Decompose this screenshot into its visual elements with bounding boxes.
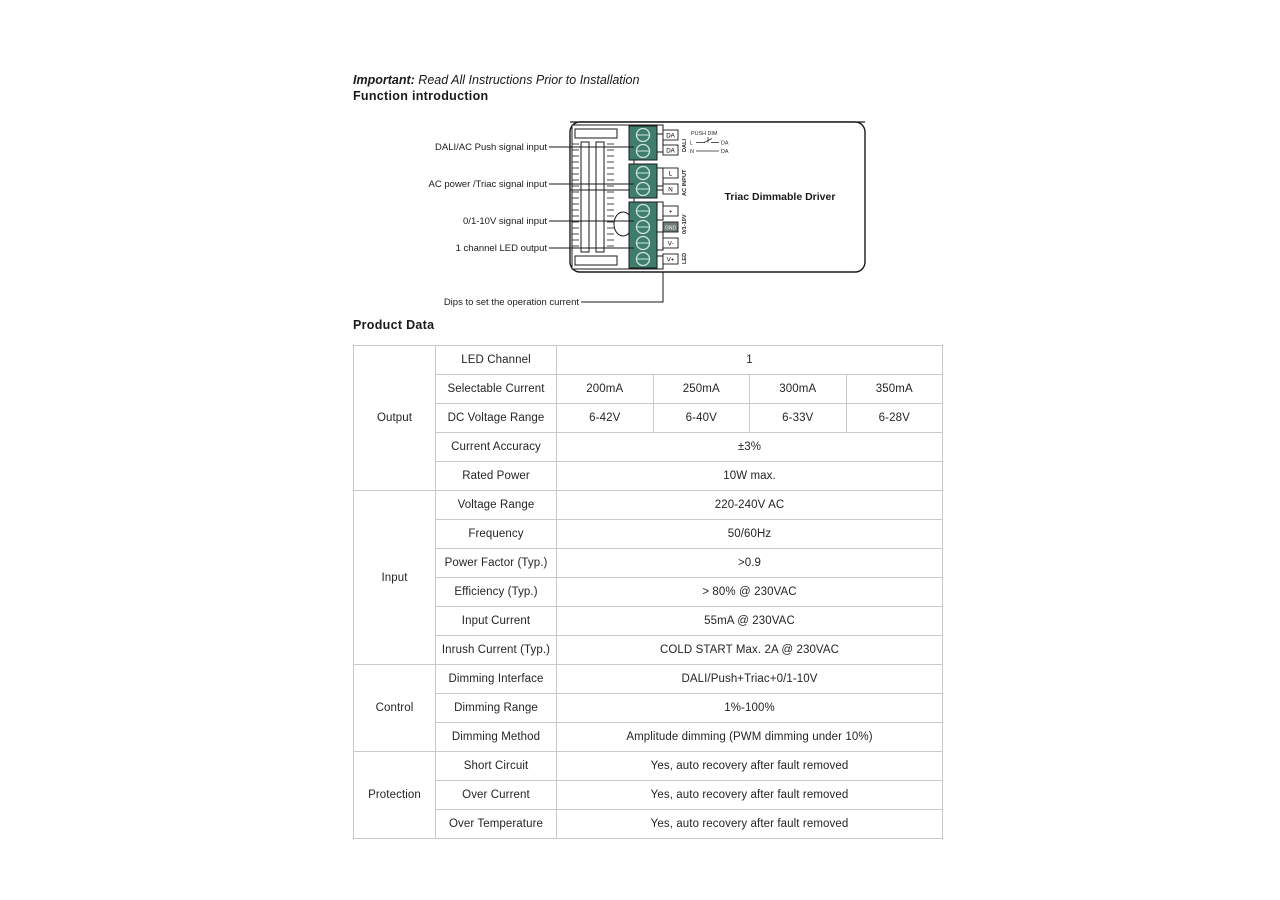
value-input-current: 55mA @ 230VAC [557,607,943,636]
table-row [354,607,943,636]
pin-label-da-2 [663,145,678,155]
pin-label-l [663,168,678,178]
table-row [354,694,943,723]
pin-label-da-1 [663,130,678,140]
function-introduction-heading: Function introduction [353,89,489,103]
param-current-accuracy: Current Accuracy [436,433,557,462]
table-row [354,781,943,810]
pin-label-vminus [663,238,678,248]
driver-diagram-svg [353,112,913,312]
value-over-current: Yes, auto recovery after fault removed [557,781,943,810]
group-label-led: LED [682,252,688,264]
value-selectable-current-2: 250mA [653,375,750,404]
table-row [354,375,943,404]
product-data-table [353,345,943,839]
table-row [354,433,943,462]
param-dimming-range: Dimming Range [436,694,557,723]
callout-label-ac-triac: AC power /Triac signal input [428,179,547,190]
value-short-circuit: Yes, auto recovery after fault removed [557,752,943,781]
param-frequency: Frequency [436,520,557,549]
value-frequency: 50/60Hz [557,520,943,549]
value-selectable-current-3: 300mA [750,375,847,404]
important-label: Important: [353,73,415,87]
table-row [354,462,943,491]
driver-diagram [353,112,913,312]
callout-label-led-output: 1 channel LED output [455,243,547,254]
group-label-0-1-10v: 0/1-10V [682,214,688,234]
param-selectable-current: Selectable Current [436,375,557,404]
value-selectable-current-4: 350mA [846,375,943,404]
param-over-current: Over Current [436,781,557,810]
table-row [354,636,943,665]
table-row [354,752,943,781]
pin-text: DA [666,147,675,155]
pin-text: N [668,186,673,194]
value-over-temperature: Yes, auto recovery after fault removed [557,810,943,839]
terminal-block-dali [629,126,657,160]
value-selectable-current-1: 200mA [557,375,654,404]
product-data-heading: Product Data [353,318,435,332]
group-label-control: Control [354,665,436,752]
param-dimming-interface: Dimming Interface [436,665,557,694]
value-dimming-method: Amplitude dimming (PWM dimming under 10%) [557,723,943,752]
push-dim-title: PUSH DIM [691,131,718,137]
push-dim-da-2: DA [721,149,729,155]
group-label-dali: DALI [682,138,688,152]
param-over-temperature: Over Temperature [436,810,557,839]
table-row [354,810,943,839]
pin-label-vplus [663,254,678,264]
device-title: Triac Dimmable Driver [724,191,836,203]
param-power-factor: Power Factor (Typ.) [436,549,557,578]
param-dc-voltage-range: DC Voltage Range [436,404,557,433]
table-row [354,665,943,694]
group-label-ac-input: AC INPUT [682,169,688,196]
group-label-input: Input [354,491,436,665]
pin-text: GND [664,225,677,232]
param-inrush-current: Inrush Current (Typ.) [436,636,557,665]
value-voltage-range: 220-240V AC [557,491,943,520]
value-rated-power: 10W max. [557,462,943,491]
value-dc-voltage-range-1: 6-42V [557,404,654,433]
value-inrush-current: COLD START Max. 2A @ 230VAC [557,636,943,665]
pin-label-n [663,184,678,194]
pin-label-gnd [663,222,678,232]
table-row [354,346,943,375]
important-text: Read All Instructions Prior to Installation [414,73,640,87]
push-dim-da-1: DA [721,140,729,147]
value-dimming-interface: DALI/Push+Triac+0/1-10V [557,665,943,694]
param-input-current: Input Current [436,607,557,636]
table-row [354,404,943,433]
value-current-accuracy: ±3% [557,433,943,462]
table-row [354,549,943,578]
param-short-circuit: Short Circuit [436,752,557,781]
group-label-output: Output [354,346,436,491]
value-led-channel: 1 [557,346,943,375]
terminal-block-ac [629,164,657,198]
terminal-block-led [629,202,657,268]
document-header [353,72,873,105]
value-dc-voltage-range-4: 6-28V [846,404,943,433]
value-dimming-range: 1%-100% [557,694,943,723]
pin-label-plus [663,206,678,216]
pin-text: V- [667,240,674,248]
push-dim-n: N [690,149,694,155]
dips-leader-line [581,272,663,302]
param-rated-power: Rated Power [436,462,557,491]
param-efficiency: Efficiency (Typ.) [436,578,557,607]
pin-text: DA [666,132,675,140]
push-dim-l: L [690,140,693,147]
param-dimming-method: Dimming Method [436,723,557,752]
callout-label-dali-push: DALI/AC Push signal input [435,142,547,153]
value-dc-voltage-range-3: 6-33V [750,404,847,433]
param-voltage-range: Voltage Range [436,491,557,520]
value-efficiency: > 80% @ 230VAC [557,578,943,607]
table-row [354,520,943,549]
pin-text: + [668,208,673,216]
dips-caption: Dips to set the operation current [443,297,579,308]
param-led-channel: LED Channel [436,346,557,375]
important-notice [353,72,873,88]
value-dc-voltage-range-2: 6-40V [653,404,750,433]
value-power-factor: >0.9 [557,549,943,578]
group-label-protection: Protection [354,752,436,839]
callout-label-0-1-10v: 0/1-10V signal input [463,216,547,227]
table-row [354,491,943,520]
pin-text: L [668,170,673,178]
table-row [354,723,943,752]
pin-text: V+ [666,256,675,264]
table-row [354,578,943,607]
